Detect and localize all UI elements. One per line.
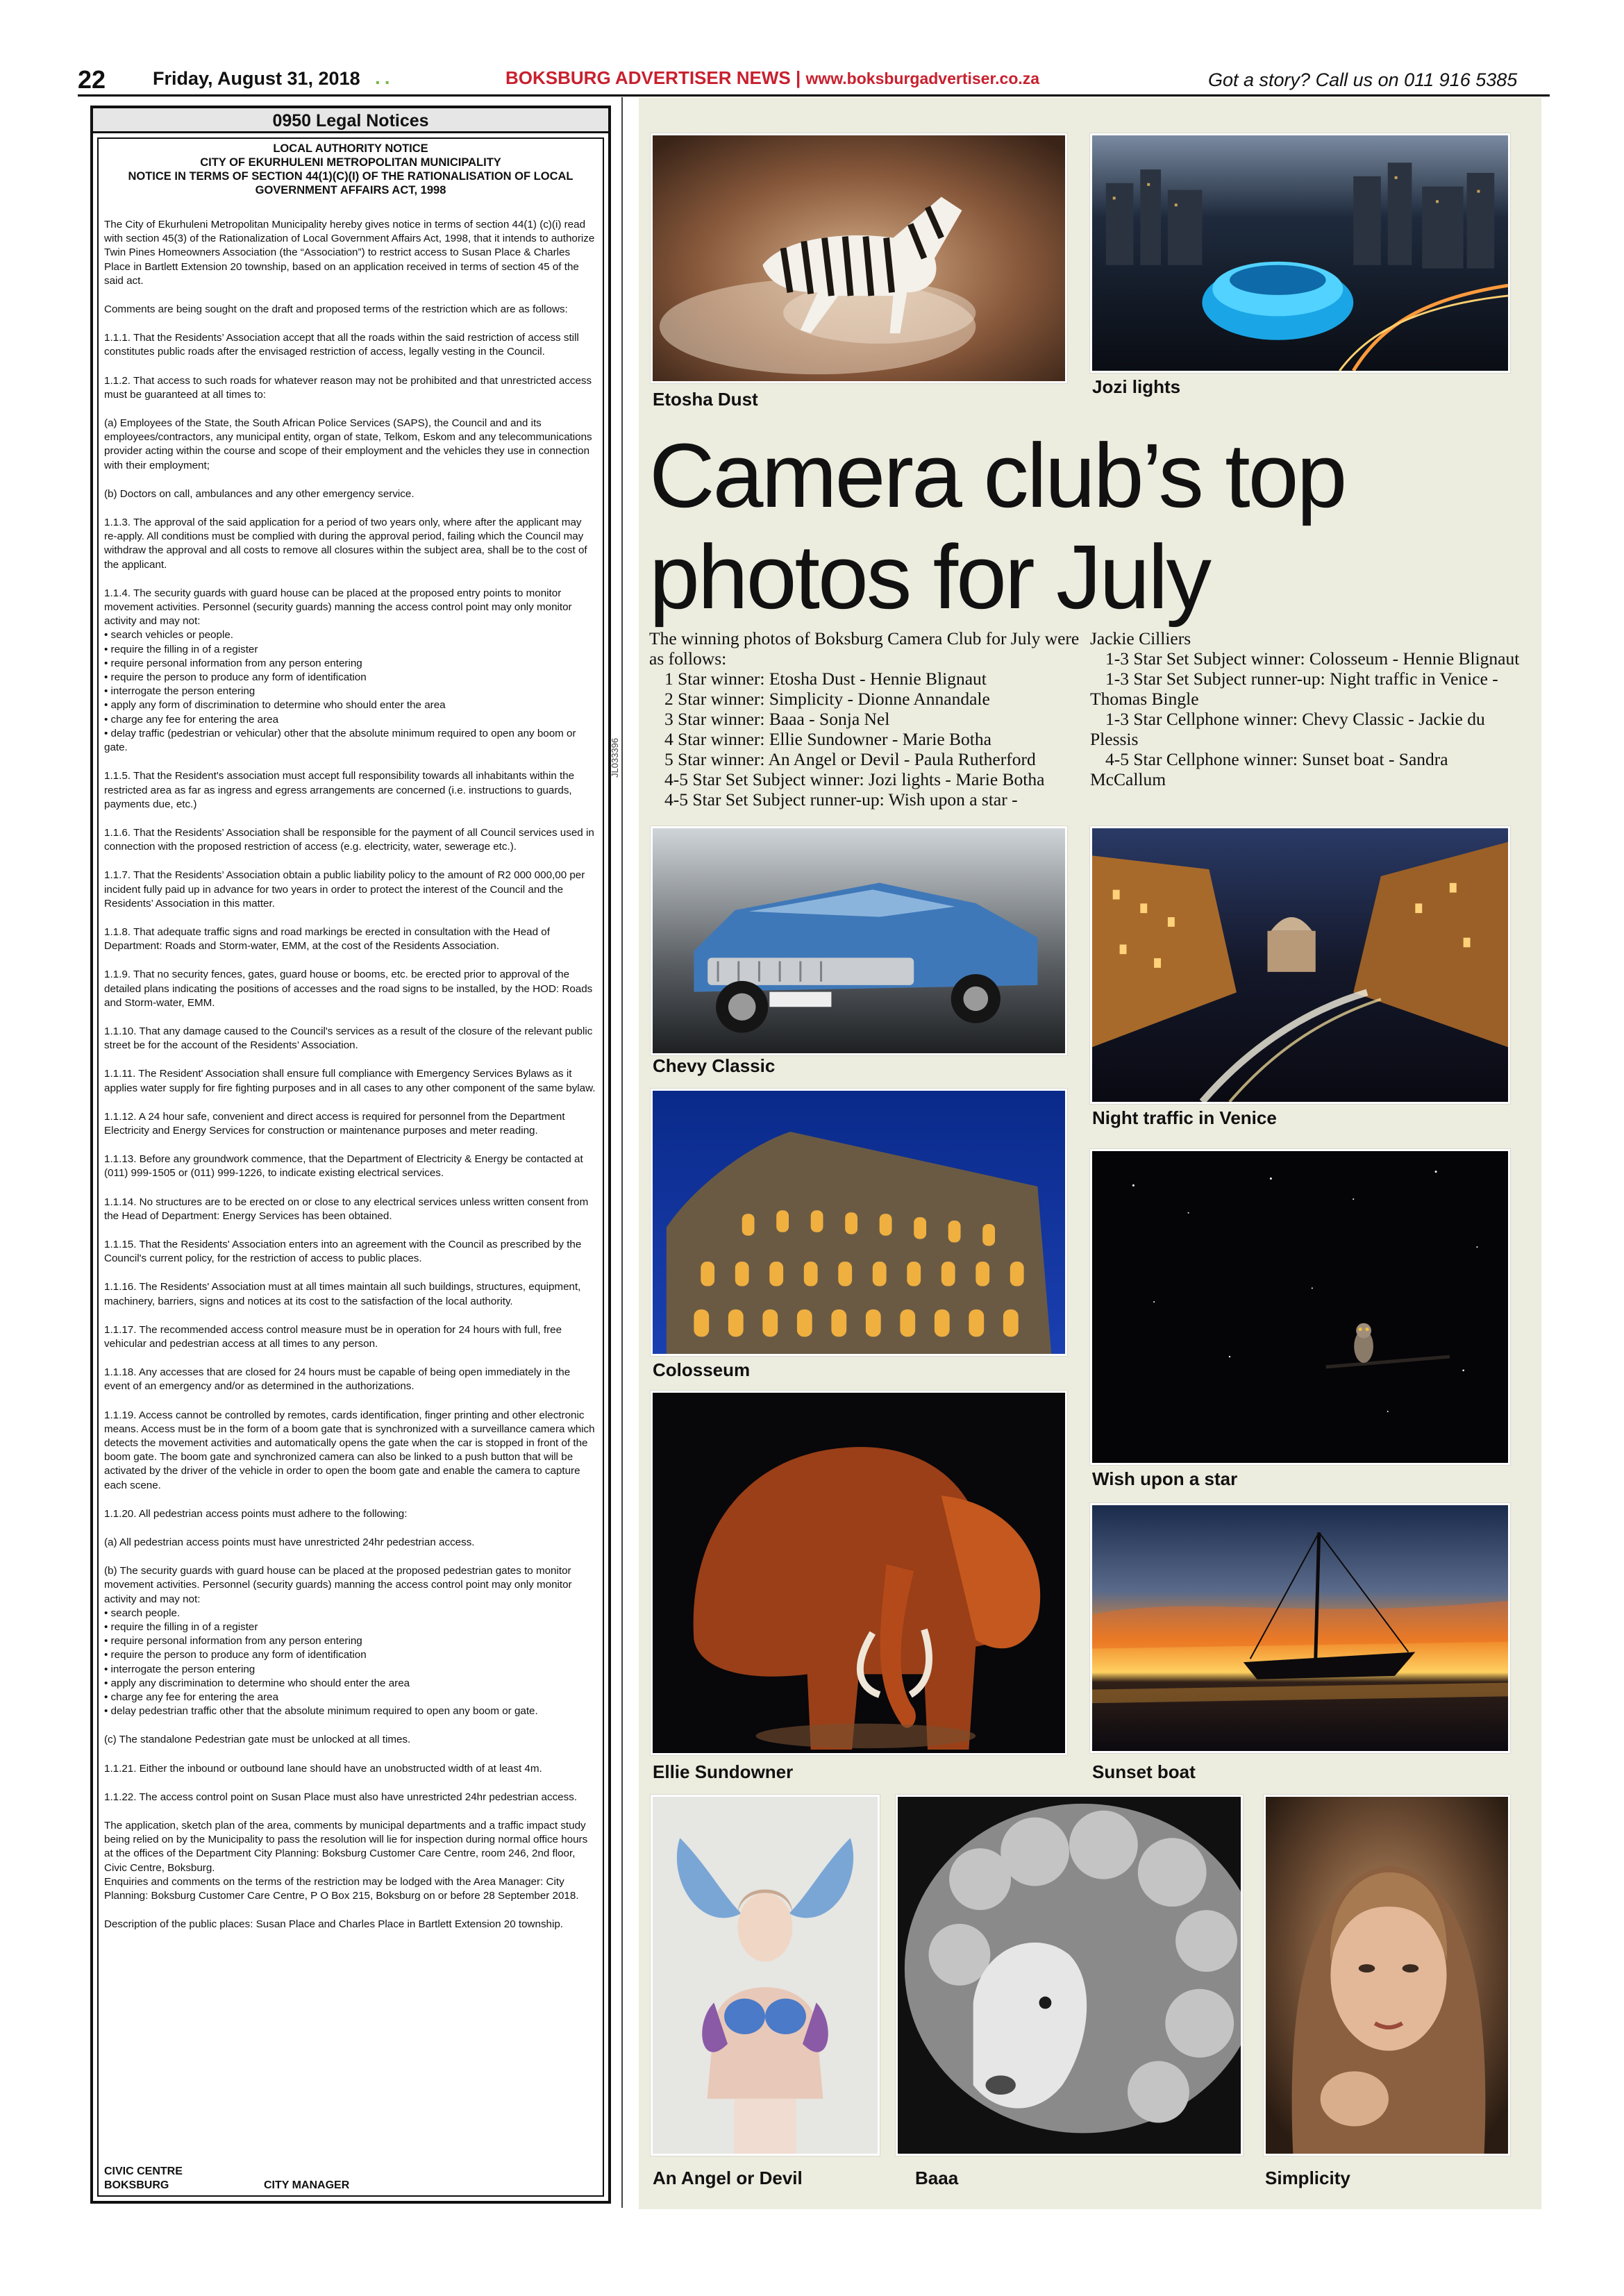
signoff-line: CIVIC CENTRE bbox=[104, 2165, 183, 2177]
legal-bullet: • charge any fee for entering the area bbox=[104, 713, 597, 727]
legal-paragraph: 1.1.14. No structures are to be erected on or close to any electrical services unless written consent from the Head of Department: Energy Services has been obtained. bbox=[104, 1196, 589, 1222]
legal-bullet: • require the filling in of a register bbox=[104, 1620, 597, 1634]
photo-colosseum bbox=[651, 1089, 1067, 1356]
caption-etosha-dust: Etosha Dust bbox=[653, 389, 758, 410]
legal-paragraph: 1.1.8. That adequate traffic signs and road markings be erected in consultation with the Head of Department: Roads and Storm-water, EMM, at the cost of the Residents Association. bbox=[104, 925, 550, 953]
legal-paragraph: 1.1.5. That the Resident's association must accept full responsibility towards all inhabitants within the restricted area as far as ingress and egress arrangements are concerned (i.e. instructions to guards, payments due, etc.) bbox=[104, 770, 575, 810]
legal-heading-line: CITY OF EKURHULENI METROPOLITAN MUNICIPALITY bbox=[200, 156, 501, 169]
signoff-title: CITY MANAGER bbox=[264, 2179, 350, 2191]
legal-notice-content bbox=[97, 137, 604, 2197]
owl-night-image bbox=[1092, 1151, 1508, 1463]
caption-colosseum: Colosseum bbox=[653, 1359, 751, 1380]
legal-notice-box bbox=[90, 106, 611, 2204]
legal-paragraph: 1.1.9. That no security fences, gates, guard house or booms, etc. be erected prior to approval of the detailed plans indicating the positions of accesses and the road signs to be installed, by the HOD: Roads and Storm-water, EMM. bbox=[104, 969, 593, 1009]
photo-baaa bbox=[896, 1795, 1243, 2156]
legal-bullet: • require the filling in of a register bbox=[104, 643, 597, 657]
colosseum-image bbox=[653, 1091, 1065, 1354]
legal-bullet: • charge any fee for entering the area bbox=[104, 1691, 597, 1704]
header-rule bbox=[78, 94, 1550, 97]
photo-venice bbox=[1090, 826, 1510, 1104]
legal-paragraph: 1.1.16. The Residents' Association must at all times maintain all such buildings, structures, equipment, machinery, barriers, signs and notices at its cost to the satisfaction of the local authority. bbox=[104, 1281, 581, 1307]
legal-heading bbox=[104, 142, 597, 197]
story-hotline: Got a story? Call us on 011 916 5385 bbox=[1208, 69, 1518, 90]
legal-paragraph: 1.1.18. Any accesses that are closed for 24 hours must be capable of being open immediately in the event of an emergency and/or as determined in the authorizations. bbox=[104, 1366, 571, 1393]
legal-reference-code: JL033396 bbox=[610, 737, 620, 778]
caption-baaa: Baaa bbox=[915, 2168, 959, 2188]
legal-heading-line: GOVERNMENT AFFAIRS ACT, 1998 bbox=[255, 184, 446, 196]
photo-wish-upon-a-star bbox=[1090, 1149, 1510, 1465]
article-line: 4 Star winner: Ellie Sundowner - Marie Botha bbox=[664, 729, 991, 749]
city-night-image bbox=[1092, 135, 1508, 371]
caption-simplicity: Simplicity bbox=[1265, 2168, 1350, 2188]
legal-paragraph: 1.1.13. Before any groundwork commence, that the Department of Electricity & Energy be contacted at (011) 999-1505 or (011) 999-1226, to indicate existing electrical services. bbox=[104, 1153, 583, 1180]
legal-paragraph: 1.1.1. That the Residents’ Association accept that all the roads within the said restriction of access still constitutes public roads after the envisaged restriction of access, legally vesting in the Council. bbox=[104, 332, 579, 358]
legal-clause-114 bbox=[104, 587, 597, 755]
legal-clause-b bbox=[104, 1564, 597, 1718]
angel-portrait-image bbox=[653, 1797, 878, 2154]
legal-bullet: • require the person to produce any form of identification bbox=[104, 1648, 597, 1662]
legal-paragraph: 1.1.21. Either the inbound or outbound lane should have an unobstructed width of at least 4m. bbox=[104, 1762, 542, 1775]
legal-paragraph: 1.1.10. That any damage caused to the Council's services as a result of the closure of the relevant public street be for the account of the Residents’ Association. bbox=[104, 1025, 593, 1052]
legal-paragraph: 1.1.15. That the Residents' Association enters into an agreement with the Council as prescribed by the Council's current policy, for the restriction of access to public places. bbox=[104, 1238, 582, 1265]
article-line: 4-5 Star Cellphone winner: Sunset boat - Sandra McCallum bbox=[1090, 749, 1448, 789]
legal-bullet: • apply any form of discrimination to determine who should enter the area bbox=[104, 698, 597, 712]
article-line: 1-3 Star Set Subject runner-up: Night traffic in Venice - Thomas Bingle bbox=[1090, 669, 1498, 709]
feature-headline bbox=[649, 425, 1345, 628]
photo-chevy-classic bbox=[651, 826, 1067, 1055]
caption-jozi-lights: Jozi lights bbox=[1092, 376, 1181, 397]
article-line: The winning photos of Boksburg Camera Club for July were as follows: bbox=[649, 628, 1080, 669]
photo-simplicity bbox=[1264, 1795, 1510, 2156]
venice-canal-image bbox=[1092, 828, 1508, 1102]
zebra-image bbox=[653, 135, 1065, 381]
signoff-line bbox=[104, 2179, 590, 2193]
article-column-1 bbox=[649, 628, 1080, 810]
article-line: 1 Star winner: Etosha Dust - Hennie Blignaut bbox=[664, 669, 987, 689]
legal-inspection bbox=[104, 1819, 597, 1903]
paper-name: BOKSBURG ADVERTISER NEWS | bbox=[505, 67, 801, 88]
article-line: 4-5 Star Set Subject runner-up: Wish upon a star - bbox=[664, 789, 1018, 810]
legal-paragraph: 1.1.6. That the Residents’ Association shall be responsible for the payment of all Council services used in connection with the proposed restriction of access (e.g. electricity, water, sewerage etc.). bbox=[104, 826, 594, 853]
legal-bullet: • require personal information from any person entering bbox=[104, 1634, 597, 1648]
caption-chevy-classic: Chevy Classic bbox=[653, 1055, 776, 1076]
headline-line: Camera club’s top bbox=[649, 424, 1346, 526]
feature-article bbox=[649, 628, 1531, 809]
paper-masthead bbox=[505, 67, 1039, 89]
legal-paragraph: (a) All pedestrian access points must have unrestricted 24hr pedestrian access. bbox=[104, 1536, 475, 1549]
legal-signoff bbox=[104, 2165, 590, 2193]
article-line: 4-5 Star Set Subject winner: Jozi lights - Marie Botha bbox=[664, 769, 1045, 789]
article-line: 2 Star winner: Simplicity - Dionne Annandale bbox=[664, 689, 990, 709]
legal-paragraph: The application, sketch plan of the area, comments by municipal departments and a traffic impact study being relied on by the Municipality to pass the resolution will lie for inspection during normal office hours at the offices of the Department City Planning: Boksburg Customer Care Centre, room 246, 2nd floor, Civic Centre, Boksburg. bbox=[104, 1820, 588, 1874]
legal-bullet-list bbox=[104, 1607, 597, 1719]
legal-paragraph: (b) Doctors on call, ambulances and any other emergency service. bbox=[104, 487, 415, 500]
article-line: 3 Star winner: Baaa - Sonja Nel bbox=[664, 709, 890, 729]
legal-heading-line: NOTICE IN TERMS OF SECTION 44(1)(C)(I) OF THE RATIONALISATION OF LOCAL bbox=[128, 170, 574, 183]
photo-jozi-lights bbox=[1090, 133, 1510, 373]
legal-paragraph: Description of the public places: Susan Place and Charles Place in Bartlett Extension 20 township. bbox=[104, 1918, 564, 1931]
legal-category-title: 0950 Legal Notices bbox=[93, 108, 608, 133]
legal-paragraph: 1.1.12. A 24 hour safe, convenient and direct access is required for personnel from the Department Electricity and Energy Services for construction or maintenance purposes and meter reading. bbox=[104, 1110, 565, 1137]
legal-paragraph: 1.1.2. That access to such roads for whatever reason may not be prohibited and that unrestricted access must be guaranteed at all times to: bbox=[104, 374, 592, 401]
headline-line: photos for July bbox=[649, 526, 1209, 628]
legal-paragraph: 1.1.7. That the Residents’ Association obtain a public liability policy to the amount of R2 000 000,00 per incident fully paid up in advance for two years in order to protect the interest of the Council and the Residents’ Association in this matter. bbox=[104, 869, 585, 910]
legal-bullet: • interrogate the person entering bbox=[104, 685, 597, 698]
photo-sunset-boat bbox=[1090, 1503, 1510, 1753]
legal-paragraph: Enquiries and comments on the terms of the restriction may be lodged with the Area Manager: City Planning: Boksburg Customer Care Centre, P O Box 215, Boksburg on or before 28 September 2018. bbox=[104, 1875, 579, 1902]
legal-paragraph: (c) The standalone Pedestrian gate must be unlocked at all times. bbox=[104, 1734, 411, 1746]
legal-bullet-list bbox=[104, 628, 597, 755]
caption-wish-upon-a-star: Wish upon a star bbox=[1092, 1468, 1238, 1489]
legal-paragraph: 1.1.4. The security guards with guard house can be placed at the proposed entry points to monitor movement activities. Personnel (security guards) manning the access control point may only monitor activity and may not: bbox=[104, 587, 572, 628]
legal-paragraph: 1.1.22. The access control point on Susan Place must also have unrestricted 24hr pedestrian access. bbox=[104, 1791, 578, 1803]
legal-paragraph: Comments are being sought on the draft and proposed terms of the restriction which are as follows: bbox=[104, 303, 568, 316]
legal-paragraph: (a) Employees of the State, the South African Police Services (SAPS), the Council and and its employees/contractors, any municipal entity, organ of state, Telkom, Eskom and any telecommunications provider acting within the course and scope of their employment and the vehicles they use in connection with their employment; bbox=[104, 417, 592, 471]
legal-paragraph: 1.1.3. The approval of the said application for a period of two years only, where after the applicant may re-apply. All conditions must be complied with during the approval period, failing which the Council may withdraw the approval and all costs to remove all closures within the subject area, shall be to the cost of the applicant. bbox=[104, 517, 587, 571]
photo-ellie-sundowner bbox=[651, 1391, 1067, 1755]
page-header bbox=[0, 0, 1624, 94]
legal-bullet: • delay traffic (pedestrian or vehicular) other that the absolute minimum required to open any boom or gate. bbox=[104, 727, 597, 755]
legal-paragraph: The City of Ekurhuleni Metropolitan Municipality hereby gives notice in terms of section 44(1) (c)(i) read with section 45(3) of the Rationalization of Local Government Affairs Act, 1998, that it intends to authorize Twin Pines Homeowners Association (the “Association”) to restrict access to Susan Place & Charles Place in Bartlett Extension 20 township, based on an application received in terms of section 45 of the said act. bbox=[104, 219, 595, 287]
column-divider bbox=[621, 97, 623, 2208]
paper-url[interactable]: www.boksburgadvertiser.co.za bbox=[805, 69, 1040, 87]
sheep-image bbox=[898, 1797, 1241, 2154]
page-number: 22 bbox=[78, 65, 106, 94]
legal-paragraph: 1.1.20. All pedestrian access points must adhere to the following: bbox=[104, 1507, 408, 1520]
portrait-image bbox=[1266, 1797, 1508, 2154]
caption-angel-or-devil: An Angel or Devil bbox=[653, 2168, 803, 2188]
issue-date: Friday, August 31, 2018 bbox=[153, 68, 360, 89]
sunset-boat-image bbox=[1092, 1505, 1508, 1751]
legal-paragraph: 1.1.17. The recommended access control measure must be in operation for 24 hours with full, free vehicular and pedestrian access at all times to any person. bbox=[104, 1323, 562, 1350]
legal-bullet: • delay pedestrian traffic other that the absolute minimum required to open any boom or gate. bbox=[104, 1704, 597, 1718]
legal-bullet: • interrogate the person entering bbox=[104, 1663, 597, 1677]
legal-body bbox=[104, 218, 597, 1932]
legal-paragraph: 1.1.19. Access cannot be controlled by remotes, cards identification, finger printing and other electronic means. Access must be in the form of a boom gate that is synchronized with a surveillance camera which detects the movement activities and automatically opens the gate when the car is stopped in front of the boom gate. The boom gate and synchronized camera can also be linked to a push button that will be activated by the driver of the vehicle in order to open the boom gate and enable the camera to capture each scene. bbox=[104, 1409, 595, 1491]
legal-bullet: • require personal information from any person entering bbox=[104, 657, 597, 671]
article-line: 5 Star winner: An Angel or Devil - Paula Rutherford bbox=[664, 749, 1036, 769]
article-column-2 bbox=[1090, 628, 1521, 789]
legal-bullet: • search people. bbox=[104, 1607, 597, 1620]
article-line: 1-3 Star Cellphone winner: Chevy Classic - Jackie du Plessis bbox=[1090, 709, 1485, 749]
photo-angel-or-devil bbox=[651, 1795, 880, 2156]
legal-paragraph: (b) The security guards with guard house can be placed at the proposed pedestrian gates to monitor movement activities. Personnel (security guards) manning the access control point may only monitor activity and may not: bbox=[104, 1565, 572, 1605]
caption-ellie-sundowner: Ellie Sundowner bbox=[653, 1761, 794, 1782]
header-dots: .. bbox=[375, 67, 394, 88]
legal-heading-line: LOCAL AUTHORITY NOTICE bbox=[273, 142, 428, 155]
article-line: 1-3 Star Set Subject winner: Colosseum - Hennie Blignaut bbox=[1105, 648, 1520, 669]
elephant-image bbox=[653, 1393, 1065, 1753]
legal-paragraph: 1.1.11. The Resident' Association shall ensure full compliance with Emergency Services Bylaws as it applies water supply for fire fighting purposes and in all cases to any other component of the same bylaw. bbox=[104, 1068, 596, 1094]
car-image bbox=[653, 828, 1065, 1053]
signoff-town: BOKSBURG bbox=[104, 2179, 169, 2191]
photo-etosha-dust bbox=[651, 133, 1067, 383]
legal-bullet: • search vehicles or people. bbox=[104, 628, 597, 642]
legal-bullet: • apply any discrimination to determine who should enter the area bbox=[104, 1677, 597, 1691]
caption-sunset-boat: Sunset boat bbox=[1092, 1761, 1196, 1782]
legal-bullet: • require the person to produce any form of identification bbox=[104, 671, 597, 685]
article-line: Jackie Cilliers bbox=[1090, 628, 1191, 648]
caption-venice: Night traffic in Venice bbox=[1092, 1107, 1277, 1128]
